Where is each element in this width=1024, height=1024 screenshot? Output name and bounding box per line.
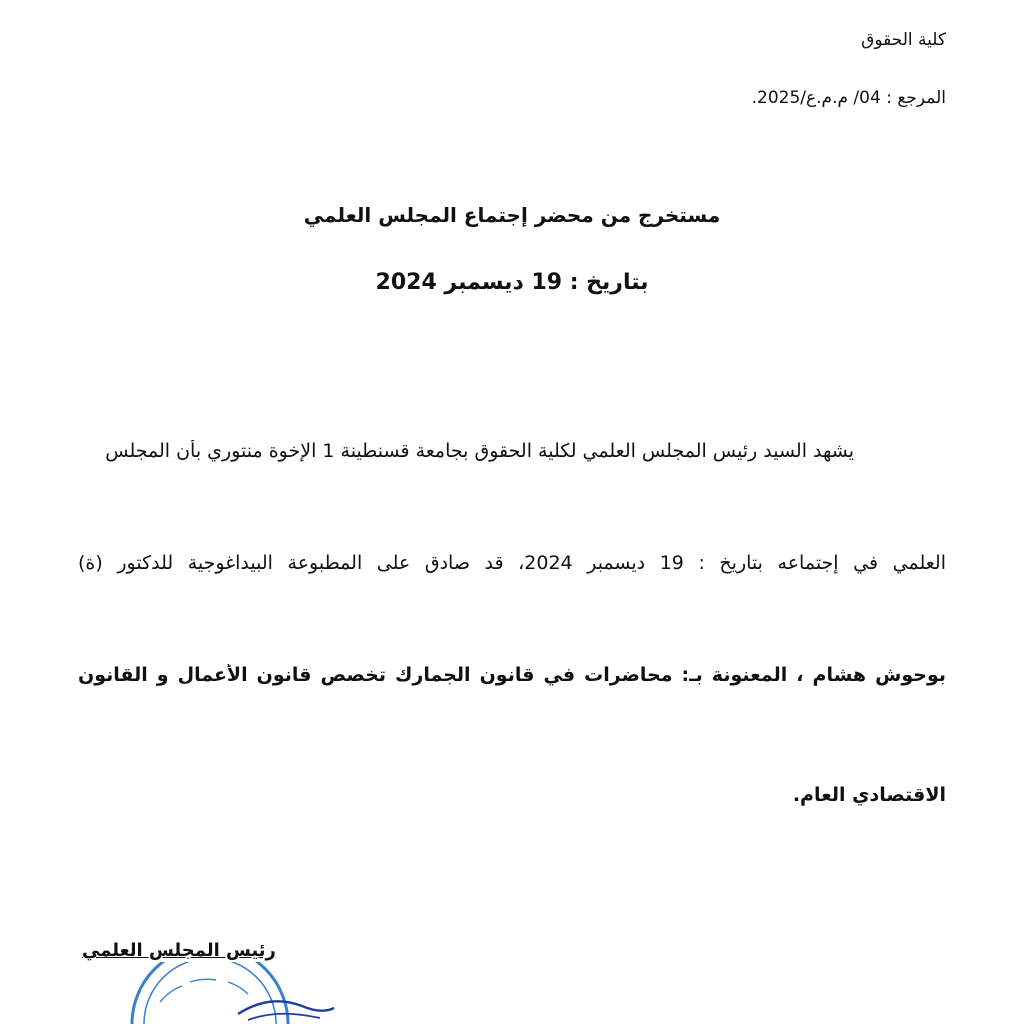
signatory-title: رئيس المجلس العلمي bbox=[82, 940, 276, 961]
official-stamp-icon bbox=[120, 962, 340, 1024]
body-line-4: الاقتصادي العام. bbox=[792, 784, 946, 806]
document-title: مستخرج من محضر إجتماع المجلس العلمي bbox=[303, 203, 721, 227]
document-date: بتاريخ : 19 ديسمبر 2024 bbox=[375, 270, 649, 295]
body-line-1: يشهد السيد رئيس المجلس العلمي لكلية الحقوق بجامعة قسنطينة 1 الإخوة منتوري بأن المجلس bbox=[105, 440, 854, 462]
reference-number: المرجع : 04/ م.م.ع/2025. bbox=[751, 88, 946, 108]
body-line-2: العلمي في إجتماعه بتاريخ : 19 ديسمبر 2024، قد صادق على المطبوعة البيداغوجية للدكتور (ة) bbox=[78, 552, 946, 574]
faculty-name: كلية الحقوق bbox=[861, 30, 946, 50]
body-line-3: بوحوش هشام ، المعنونة بـ: محاضرات في قانون الجمارك تخصص قانون الأعمال و القانون bbox=[78, 664, 946, 686]
